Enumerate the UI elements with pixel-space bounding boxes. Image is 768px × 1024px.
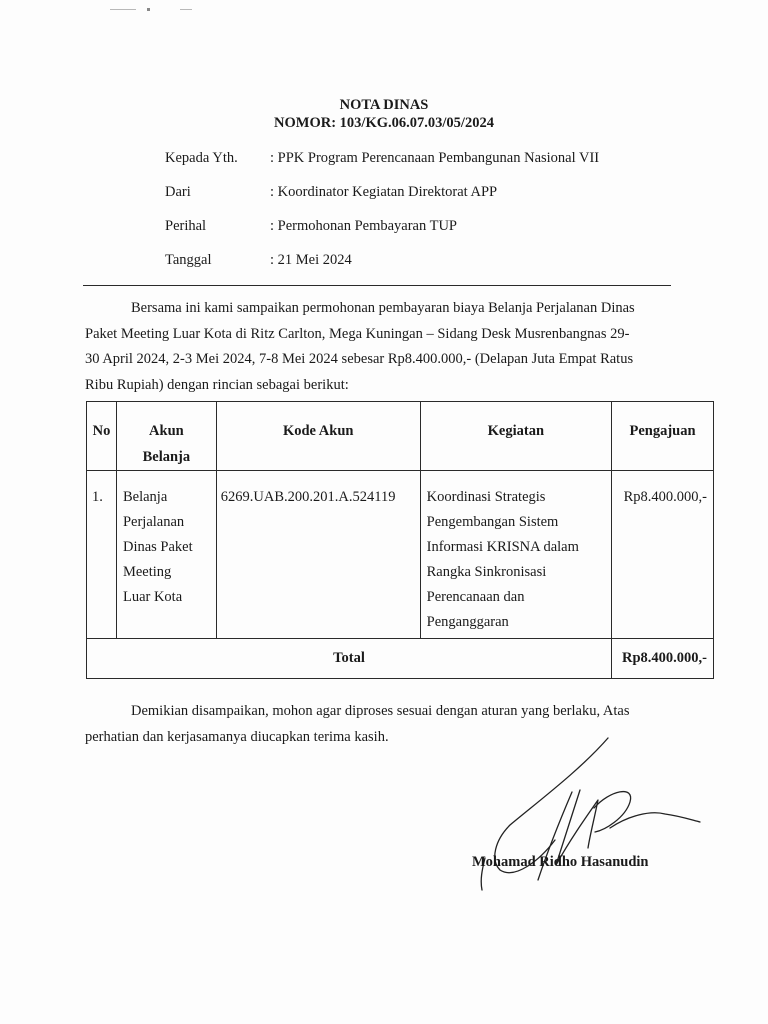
memo-number: NOMOR: 103/KG.06.07.03/05/2024 — [274, 115, 494, 131]
table-header-row — [87, 402, 714, 471]
header-account-code: Kode Akun — [216, 402, 420, 471]
table-row — [87, 471, 714, 639]
closing-line: Demikian disampaikan, mohon agar diproses sesuai dengan aturan yang berlaku, Atas — [131, 703, 630, 719]
memo-title: NOTA DINAS — [339, 97, 429, 113]
cell-account-code: 6269.UAB.200.201.A.524119 — [216, 471, 420, 639]
header-activity: Kegiatan — [420, 402, 611, 471]
scan-artifact — [110, 9, 136, 10]
detail-table — [86, 401, 714, 679]
scan-artifact — [147, 8, 150, 11]
field-sender — [165, 184, 497, 201]
field-label: Tanggal — [165, 252, 212, 268]
signer-name: Mohamad Ridho Hasanudin — [472, 854, 649, 870]
field-subject — [165, 218, 457, 235]
cell-amount: Rp8.400.000,- — [612, 471, 714, 639]
intro-line: 30 April 2024, 2-3 Mei 2024, 7-8 Mei 2024 sebesar Rp8.400.000,- (Delapan Juta Empat Ratus — [85, 351, 634, 367]
table-total-row — [87, 639, 714, 679]
field-label: Dari — [165, 184, 191, 200]
field-value: : PPK Program Perencanaan Pembangunan Nasional VII — [270, 150, 600, 166]
header-account: Akun Belanja — [116, 402, 216, 471]
handwritten-signature — [460, 730, 720, 900]
field-label: Perihal — [165, 218, 207, 234]
cell-no: 1. — [87, 471, 117, 639]
intro-line: Ribu Rupiah) dengan rincian sebagai berikut: — [85, 376, 349, 393]
field-value: : Koordinator Kegiatan Direktorat APP — [270, 184, 498, 200]
total-label: Total — [87, 639, 612, 679]
closing-line: perhatian dan kerjasamanya diucapkan terima kasih. — [85, 728, 389, 745]
header-amount: Pengajuan — [612, 402, 714, 471]
cell-activity: Koordinasi Strategis Pengembangan Sistem Informasi KRISNA dalam Rangka Sinkronisasi Perencanaan dan Penganggaran — [420, 471, 611, 639]
field-date — [165, 252, 352, 269]
field-value: : Permohonan Pembayaran TUP — [270, 218, 457, 234]
field-label: Kepada Yth. — [165, 150, 238, 166]
cell-account: Belanja Perjalanan Dinas Paket Meeting Luar Kota — [116, 471, 216, 639]
intro-line: Paket Meeting Luar Kota di Ritz Carlton, Mega Kuningan – Sidang Desk Musrenbangnas 29- — [85, 325, 630, 342]
field-recipient — [165, 150, 599, 167]
header-no: No — [87, 402, 117, 471]
intro-paragraph — [85, 296, 715, 398]
total-value: Rp8.400.000,- — [612, 639, 714, 679]
header-divider — [83, 285, 671, 286]
field-value: : 21 Mei 2024 — [270, 252, 352, 268]
intro-line: Bersama ini kami sampaikan permohonan pembayaran biaya Belanja Perjalanan Dinas — [131, 300, 635, 316]
scan-artifact — [180, 9, 192, 10]
